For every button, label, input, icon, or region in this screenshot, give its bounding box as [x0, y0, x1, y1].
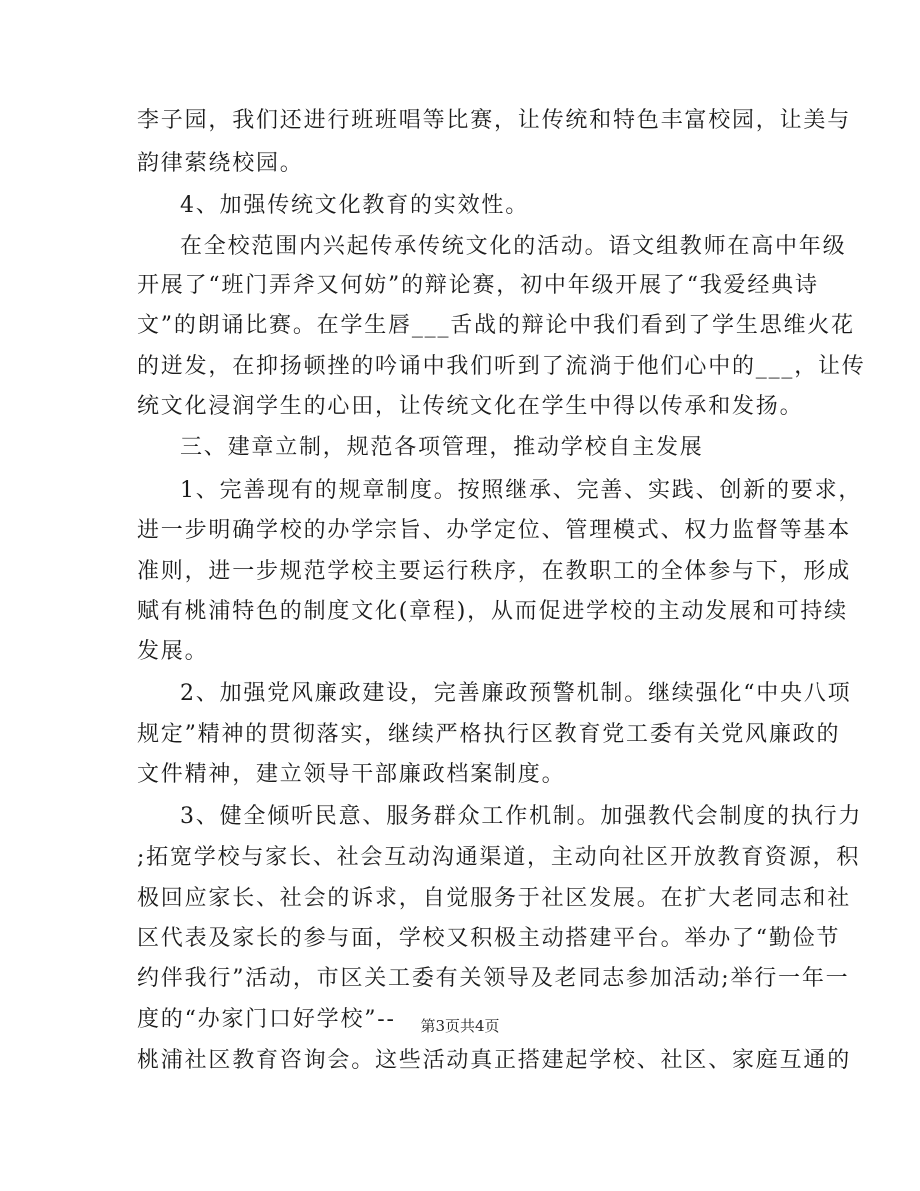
body-text-line: 开展了“班门弄斧又何妨”的辩论赛，初中年级开展了“我爱经典诗	[137, 273, 819, 298]
body-text-line: 极回应家长、社会的诉求，自觉服务于社区发展。在扩大老同志和社	[137, 886, 852, 911]
body-text-line: 桃浦社区教育咨询会。这些活动真正搭建起学校、社区、家庭互通的	[137, 1048, 852, 1073]
body-text-line: ;拓宽学校与家长、社会互动沟通渠道，主动向社区开放教育资源，积	[137, 845, 861, 870]
body-text-line: 的迸发，在抑扬顿挫的吟诵中我们听到了流淌于他们心中的___，让传	[137, 354, 866, 379]
body-text-line: 赋有桃浦特色的制度文化(章程)，从而促进学校的主动发展和可持续	[137, 599, 848, 624]
section-heading: 三、建章立制，规范各项管理，推动学校自主发展	[180, 435, 704, 460]
body-text-line: 发展。	[137, 639, 209, 664]
body-text-line: 度的“办家门口好学校”--	[137, 1007, 396, 1032]
body-text-line: 准则，进一步规范学校主要运行秩序，在教职工的全体参与下，形成	[137, 559, 852, 584]
body-text-line: 文”的朗诵比赛。在学生唇___舌战的辩论中我们看到了学生思维火花	[137, 313, 855, 338]
body-text-line: 在全校范围内兴起传承传统文化的活动。语文组教师在高中年级	[180, 234, 847, 259]
section-heading: 4、加强传统文化教育的实效性。	[180, 193, 529, 218]
body-text-line: 规定”精神的贯彻落实，继续严格执行区教育党工委有关党风廉政的	[137, 722, 841, 747]
body-text-line: 2、加强党风廉政建设，完善廉政预警机制。继续强化“中央八项	[180, 681, 852, 706]
body-text-line: 约伴我行”活动，市区关工委有关领导及老同志参加活动;举行一年一	[137, 966, 850, 991]
body-text-line: 1、完善现有的规章制度。按照继承、完善、实践、创新的要求，	[180, 478, 863, 503]
page-number-footer: 第3页共4页	[420, 1017, 500, 1035]
body-text-line: 区代表及家长的参与面，学校又积极主动搭建平台。举办了“勤俭节	[137, 926, 841, 951]
body-text-line: 韵律萦绕校园。	[137, 151, 304, 176]
body-text-line: 统文化浸润学生的心田，让传统文化在学生中得以传承和发扬。	[137, 394, 804, 419]
body-text-line: 李子园，我们还进行班班唱等比赛，让传统和特色丰富校园，让美与	[137, 108, 852, 133]
body-text-line: 3、健全倾听民意、服务群众工作机制。加强教代会制度的执行力	[180, 804, 863, 829]
body-text-line: 文件精神，建立领导干部廉政档案制度。	[137, 762, 566, 787]
body-text-line: 进一步明确学校的办学宗旨、办学定位、管理模式、权力监督等基本	[137, 518, 852, 543]
